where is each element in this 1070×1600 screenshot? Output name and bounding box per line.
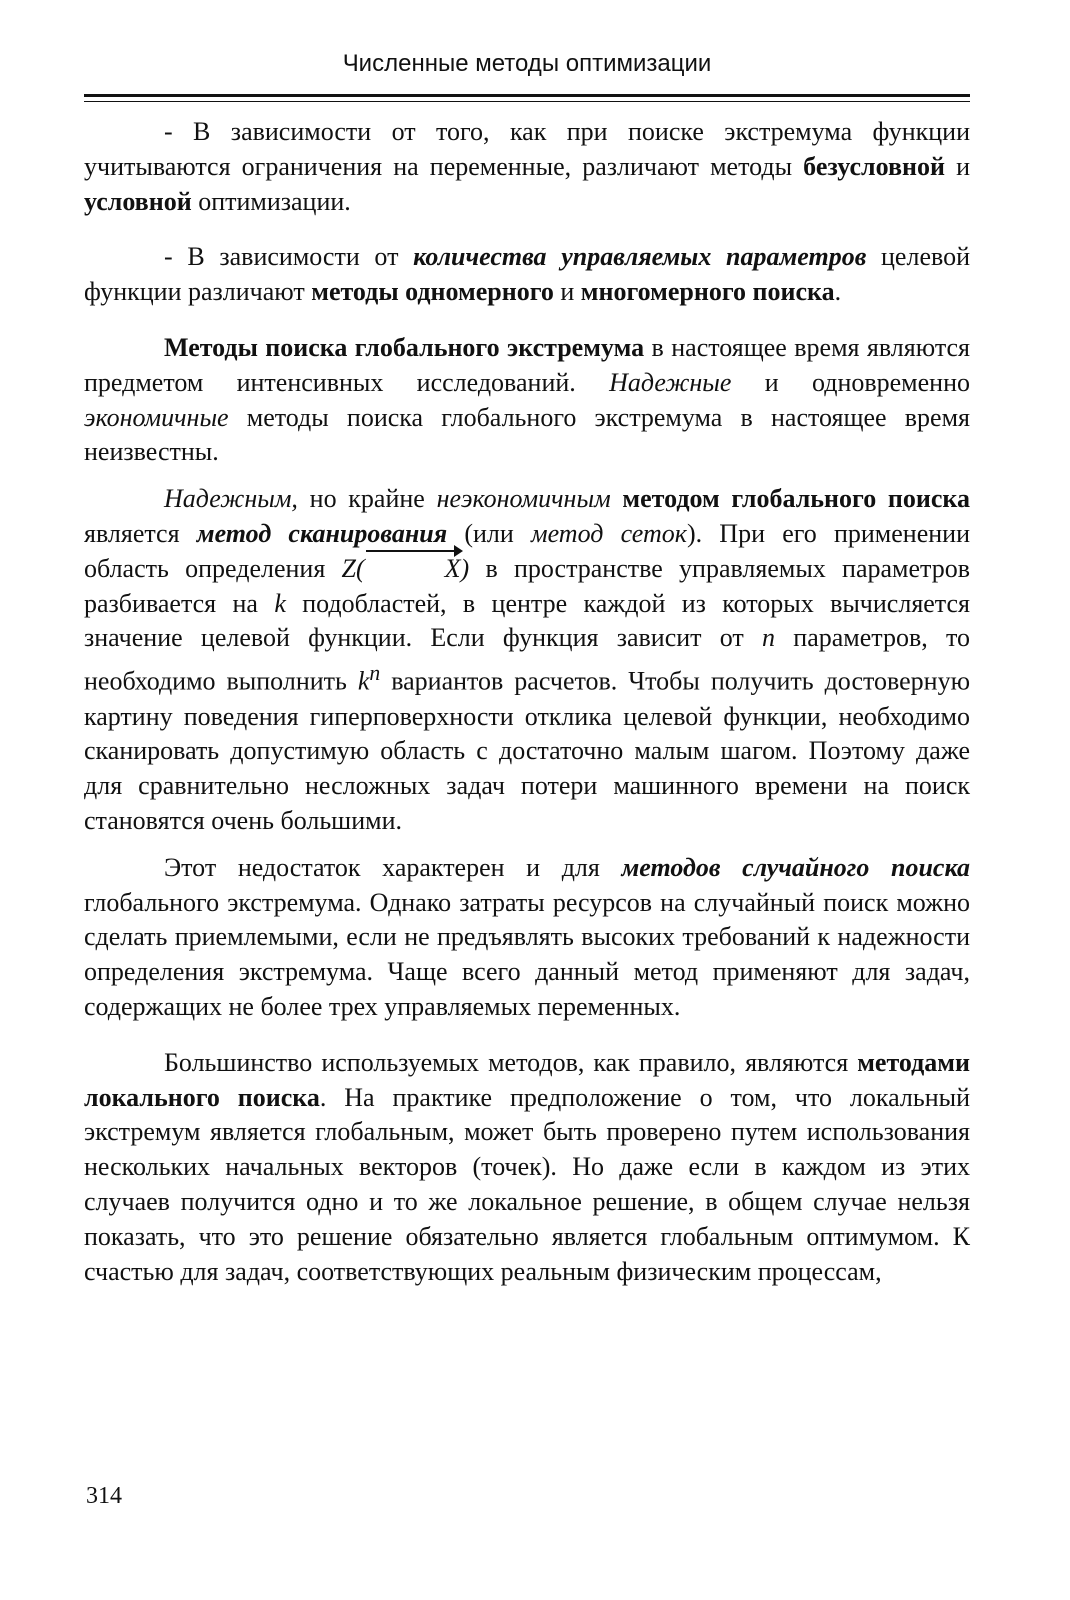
formula-part: Z( <box>341 553 365 583</box>
text-span: ). При его применении область определения <box>84 518 970 583</box>
math-variable: k <box>357 666 370 696</box>
vector-x: X <box>365 552 461 587</box>
text-span: и <box>553 277 581 307</box>
text-span <box>611 484 623 513</box>
bold-italic-term: метод сканирования <box>196 518 448 548</box>
bold-term: многомерного поиска <box>580 277 835 307</box>
italic-term: Надежные <box>609 367 732 397</box>
text-span: - В зависимости от <box>164 242 414 272</box>
paragraph-constraints <box>84 115 970 219</box>
bold-italic-term: количества управляемых параметров <box>413 242 867 272</box>
text-span: методы поиска глобального экстремума в настоящее время неизвестны. <box>84 402 970 467</box>
page-content <box>84 115 970 1289</box>
text-span: вариантов расчетов. Чтобы получить достоверную картину поведения гиперповерхности отклика целевой функции, необходимо сканировать допустимую область с достаточно малым шагом. Поэтому даже для сравнительно несложных задач потери машинного времени на поиск становятся очень большими. <box>84 666 971 835</box>
italic-term: неэкономичным <box>436 484 611 514</box>
header-rule-thin <box>84 101 970 102</box>
header-rule-thick <box>84 94 970 97</box>
text-span: (или <box>447 518 532 548</box>
text-span: является <box>84 518 197 548</box>
paragraph-random-search <box>84 851 970 1025</box>
bold-term: методами локального поиска <box>84 1047 970 1112</box>
math-variable: n <box>762 623 776 653</box>
formula-part: ) <box>460 553 470 583</box>
text-span: Этот недостаток характерен и для <box>164 852 622 882</box>
text-span: - В зависимости от того, как при поиске экстремума функции учитываются ограничения на переменные, различают методы <box>84 117 970 181</box>
bold-italic-term: методов случайного поиска <box>621 852 970 882</box>
text-span: глобального экстремума. Однако затраты ресурсов на случайный поиск можно сделать приемлемыми, если не предъявлять высоких требований к надежности определения экстремума. Чаще всего данный метод применяют для задач, содержащих не более трех управляемых переменных. <box>84 887 970 1021</box>
domain-formula <box>342 554 470 583</box>
bold-term: методом глобального поиска <box>622 484 971 514</box>
paragraph-global-methods <box>84 331 970 470</box>
bold-term: безусловной <box>803 151 945 181</box>
bold-term: методы одномерного <box>311 277 554 307</box>
page-number: 314 <box>86 1483 122 1509</box>
text-span: и <box>944 151 970 181</box>
text-span: и одновременно <box>731 367 970 397</box>
running-head: Численные методы оптимизации <box>342 50 712 77</box>
bold-term: Методы поиска глобального экстремума <box>164 332 645 362</box>
text-span: подобластей, в центре каждой из которых вычисляется значение целевой функции. Если функция зависит от <box>84 588 970 653</box>
text-span: но крайне <box>297 484 437 514</box>
text-span: . На практике предположение о том, что локальный экстремум является глобальным, может быть проверено путем использования нескольких начальных векторов (точек). Но даже если в каждом из этих случаев получится одно и то же локальное решение, в общем случае нельзя показать, что это решение обязательно является глобальным оптимумом. К счастью для задач, соответствующих реальным физическим процессам, <box>84 1082 971 1286</box>
paragraph-parameters <box>84 240 970 310</box>
text-span: Большинство используемых методов, как правило, являются <box>164 1047 858 1077</box>
text-span: в пространстве управляемых параметров разбивается на <box>84 553 970 618</box>
paragraph-local-search <box>84 1046 970 1290</box>
math-exponent: n <box>369 661 381 686</box>
text-span: оптимизации. <box>191 186 351 216</box>
paragraph-scanning-method <box>84 482 970 839</box>
bold-term: условной <box>84 186 192 216</box>
italic-term: экономичные <box>84 402 229 432</box>
italic-term: метод сеток <box>531 518 687 548</box>
text-span: целевой функции различают <box>84 242 970 307</box>
text-span: . <box>834 277 842 307</box>
math-variable: k <box>274 588 286 618</box>
text-span: в настоящее время являются предметом интенсивных исследований. <box>84 332 970 397</box>
text-span: параметров, то необходимо выполнить <box>84 623 970 696</box>
italic-term: Надежным, <box>164 484 298 514</box>
